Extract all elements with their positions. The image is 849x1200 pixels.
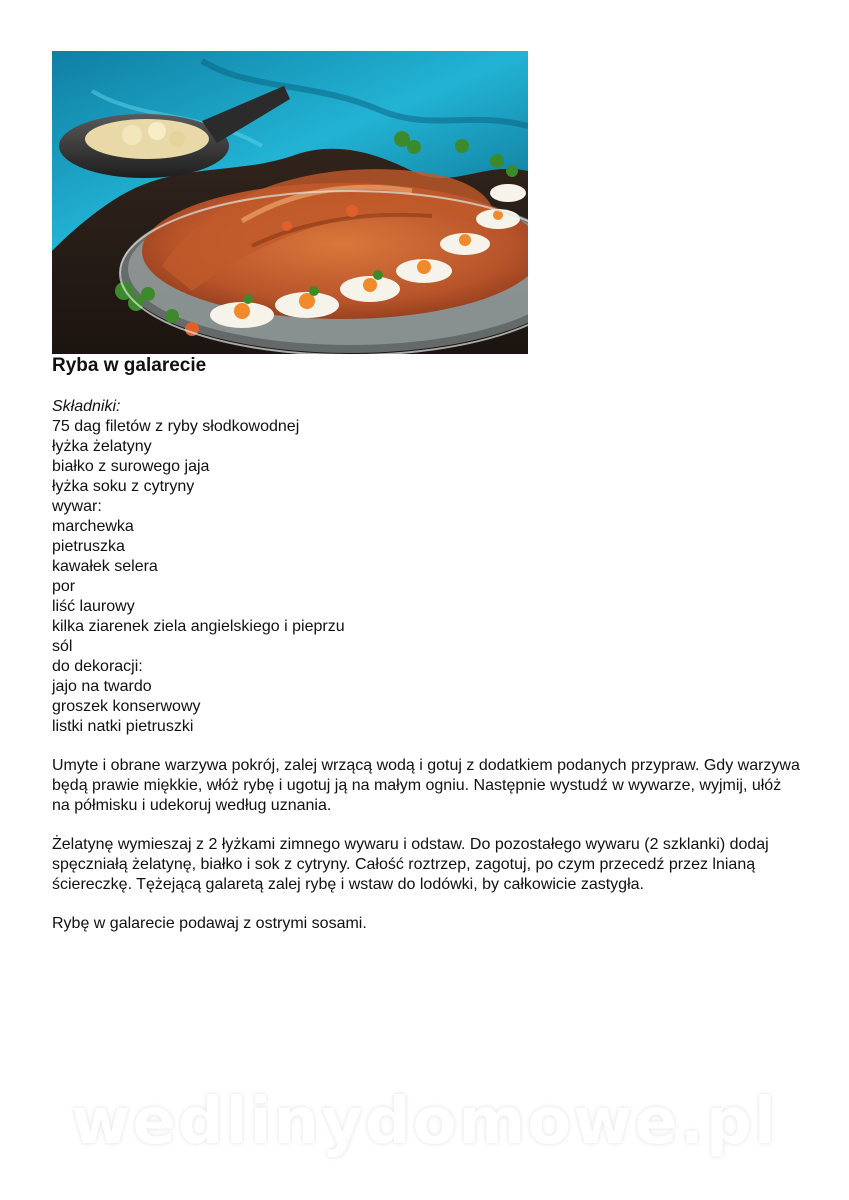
ingredient-item: wywar: bbox=[52, 498, 102, 515]
ingredient-item: łyżka soku z cytryny bbox=[52, 478, 195, 495]
ingredient-item: do dekoracji: bbox=[52, 658, 143, 675]
watermark: wedlinydomowe.pl bbox=[71, 1085, 778, 1159]
ingredient-item: por bbox=[52, 578, 76, 595]
ingredient-item: łyżka żelatyny bbox=[52, 438, 152, 455]
serving-note: Rybę w galarecie podawaj z ostrymi sosami. bbox=[52, 915, 367, 932]
ingredient-item: sól bbox=[52, 638, 73, 655]
ingredient-item: listki natki pietruszki bbox=[52, 718, 194, 735]
ingredient-item: groszek konserwowy bbox=[52, 698, 201, 715]
instruction-paragraph: Żelatynę wymieszaj z 2 łyżkami zimnego wywaru i odstaw. Do pozostałego wywaru (2 szklanki) dodaj spęczniałą żelatynę, białko i sok z cytryny. Całość roztrzep, zagotuj, po czym przecedź przez lnianą ściereczkę. Tężejącą galaretą zalej rybę i wstaw do lodówki, by całkowicie zastygła. bbox=[52, 836, 769, 893]
ingredient-item: białko z surowego jaja bbox=[52, 458, 210, 475]
instruction-paragraph: Umyte i obrane warzywa pokrój, zalej wrzącą wodą i gotuj z dodatkiem podanych przypraw. Gdy warzywa będą prawie miękkie, włóż rybę i ugotuj ją na małym ogniu. Następnie wystudź w wywarze, wyjmij, ułóż na półmisku i udekoruj według uznania. bbox=[52, 757, 800, 814]
ingredients-heading: Składniki: bbox=[52, 398, 121, 415]
ingredients-list bbox=[52, 397, 345, 737]
preparation-instructions bbox=[52, 756, 802, 953]
ingredient-item: liść laurowy bbox=[52, 598, 135, 615]
ingredient-item: marchewka bbox=[52, 518, 134, 535]
ingredient-item: kilka ziarenek ziela angielskiego i pieprzu bbox=[52, 618, 345, 635]
dish-photo bbox=[52, 51, 528, 354]
ingredient-item: jajo na twardo bbox=[52, 678, 152, 695]
fish-in-aspic-illustration bbox=[52, 51, 528, 354]
ingredient-item: pietruszka bbox=[52, 538, 125, 555]
ingredient-item: 75 dag filetów z ryby słodkowodnej bbox=[52, 418, 300, 435]
recipe-title: Ryba w galarecie bbox=[52, 355, 207, 376]
ingredient-item: kawałek selera bbox=[52, 558, 158, 575]
